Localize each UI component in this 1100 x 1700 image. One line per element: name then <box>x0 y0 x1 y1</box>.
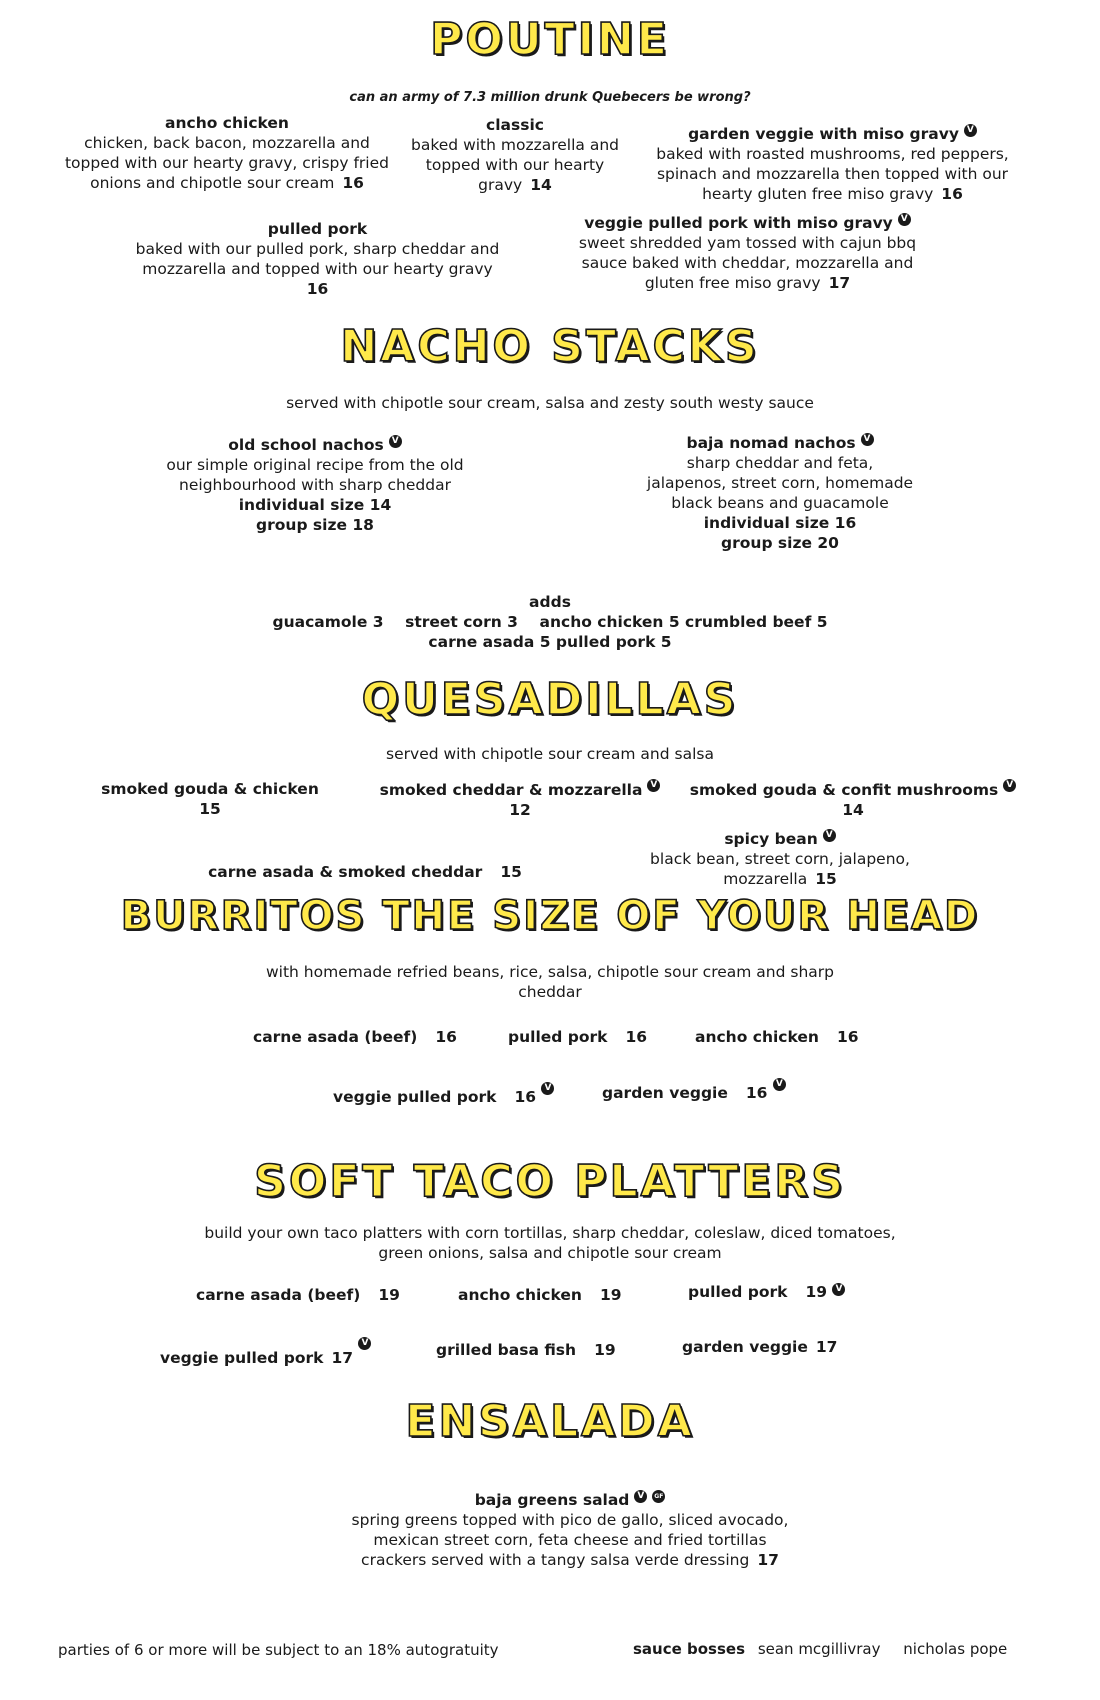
nachos-heading: NACHO STACKS <box>340 321 760 372</box>
item-price: 16 <box>745 1084 768 1102</box>
nachos-adds-label: adds <box>529 593 571 611</box>
credits-name-1: sean mcgillivray <box>757 1640 881 1658</box>
item-name: baja greens salad <box>474 1491 630 1509</box>
credits-label: sauce bosses <box>633 1640 746 1658</box>
item-name: old school nachos <box>228 436 384 454</box>
burritos-item-garden-veggie <box>602 1078 786 1103</box>
item-group-price: group size 20 <box>721 534 839 552</box>
item-price: 16 <box>435 1028 457 1046</box>
item-price: 16 <box>625 1028 648 1046</box>
item-name: garden veggie with miso gravy <box>688 125 959 143</box>
quesadillas-item-gouda-chicken <box>80 779 340 819</box>
vegetarian-icon: V <box>861 433 874 446</box>
item-price: 12 <box>509 801 531 819</box>
tacos-item-grilled-basa-fish <box>436 1340 616 1360</box>
tacos-subtitle: build your own taco platters with corn tortillas, sharp cheddar, coleslaw, diced tomatoes, green onions, salsa and chipotle sour cream <box>204 1224 896 1262</box>
item-name: ancho chicken <box>458 1286 582 1304</box>
item-price: 15 <box>199 800 221 818</box>
burritos-heading: BURRITOS THE SIZE OF YOUR HEAD <box>120 893 980 939</box>
item-individual-price: individual size 16 <box>703 514 857 532</box>
item-name: garden veggie <box>682 1338 808 1356</box>
credits-name-2: nicholas pope <box>903 1640 1008 1658</box>
item-name: grilled basa fish <box>436 1341 577 1359</box>
vegetarian-icon: V <box>823 829 836 842</box>
vegetarian-icon: V <box>389 435 402 448</box>
item-name: carne asada & smoked cheddar <box>208 863 483 881</box>
item-desc: black bean, street corn, jalapeno, mozzarella <box>650 850 910 888</box>
gluten-free-icon: GF <box>652 1490 665 1503</box>
item-name: ancho chicken <box>165 114 289 132</box>
item-desc: sharp cheddar and feta, jalapenos, street corn, homemade black beans and guacamole <box>646 454 914 512</box>
item-name: pulled pork <box>688 1283 788 1301</box>
nachos-item-baja-nomad <box>645 433 915 553</box>
vegetarian-icon: V <box>964 124 977 137</box>
item-group-price: group size 18 <box>256 516 374 534</box>
item-name: baja nomad nachos <box>686 434 856 452</box>
item-name: smoked gouda & chicken <box>101 780 319 798</box>
nachos-item-old-school <box>165 435 465 535</box>
item-price: 14 <box>530 176 552 194</box>
item-price: 17 <box>815 1338 838 1356</box>
item-price: 16 <box>941 185 963 203</box>
burritos-item-veggie-pulled-pork <box>333 1082 554 1107</box>
quesadillas-item-spicy-bean <box>640 829 920 889</box>
burritos-subtitle: with homemade refried beans, rice, salsa, chipotle sour cream and sharp cheddar <box>266 963 834 1001</box>
vegetarian-icon: V <box>358 1337 371 1350</box>
quesadillas-heading: QUESADILLAS <box>361 674 739 725</box>
nachos-adds-line-1: guacamole 3 street corn 3 ancho chicken 5 crumbled beef 5 <box>272 613 828 631</box>
tacos-heading: SOFT TACO PLATTERS <box>254 1156 846 1207</box>
quesadillas-item-gouda-mushrooms <box>688 771 1018 820</box>
quesadillas-item-cheddar-mozzarella <box>370 771 670 820</box>
burritos-item-carne-asada <box>253 1027 457 1047</box>
item-desc: baked with mozzarella and topped with our hearty gravy <box>411 136 619 194</box>
quesadillas-item-carne-asada <box>180 862 550 882</box>
tacos-item-ancho-chicken <box>458 1285 622 1305</box>
item-name: garden veggie <box>602 1084 728 1102</box>
item-price: 17 <box>331 1349 354 1367</box>
footer-autogratuity-note: parties of 6 or more will be subject to an 18% autogratuity <box>58 1641 499 1659</box>
poutine-item-garden-veggie <box>650 124 1015 204</box>
item-name: spicy bean <box>724 830 818 848</box>
poutine-tagline: can an army of 7.3 million drunk Quebecers be wrong? <box>349 90 751 105</box>
item-price: 16 <box>514 1088 537 1106</box>
item-price: 16 <box>836 1028 859 1046</box>
item-desc: spring greens topped with pico de gallo, sliced avocado, mexican street corn, feta cheese and fried tortillas crackers served with a tangy salsa verde dressing <box>351 1511 789 1569</box>
item-price: 19 <box>805 1283 828 1301</box>
item-name: veggie pulled pork with miso gravy <box>584 214 893 232</box>
tacos-item-carne-asada <box>196 1285 400 1305</box>
vegetarian-icon: V <box>634 1490 647 1503</box>
item-name: veggie pulled pork <box>333 1088 497 1106</box>
footer-credits <box>633 1639 1007 1659</box>
poutine-item-classic <box>410 115 620 195</box>
vegetarian-icon: V <box>541 1082 554 1095</box>
item-price: 19 <box>378 1286 400 1304</box>
item-price: 15 <box>500 863 522 881</box>
item-price: 17 <box>757 1551 779 1569</box>
nachos-adds-line-2: carne asada 5 pulled pork 5 <box>428 633 672 651</box>
item-name: pulled pork <box>508 1028 608 1046</box>
vegetarian-icon: V <box>647 779 660 792</box>
item-price: 17 <box>828 274 851 292</box>
item-price: 16 <box>342 174 364 192</box>
poutine-heading: POUTINE <box>430 14 670 65</box>
tacos-item-garden-veggie <box>682 1337 837 1357</box>
item-name: classic <box>486 116 544 134</box>
quesadillas-subtitle: served with chipotle sour cream and salsa <box>386 745 714 763</box>
item-name: pulled pork <box>267 220 368 238</box>
item-price: 19 <box>594 1341 616 1359</box>
poutine-item-veggie-pulled-pork <box>560 213 935 293</box>
tacos-item-pulled-pork <box>688 1282 845 1302</box>
item-name: carne asada (beef) <box>253 1028 418 1046</box>
burritos-item-pulled-pork <box>508 1027 647 1047</box>
poutine-item-pulled-pork <box>135 219 500 299</box>
item-desc: our simple original recipe from the old neighbourhood with sharp cheddar <box>166 456 464 494</box>
item-name: smoked gouda & confit mushrooms <box>689 781 999 799</box>
item-price: 16 <box>306 280 329 298</box>
item-desc: baked with our pulled pork, sharp cheddar and mozzarella and topped with our hearty gravy <box>135 240 500 278</box>
vegetarian-icon: V <box>832 1283 845 1296</box>
item-price: 14 <box>842 801 864 819</box>
burritos-item-ancho-chicken <box>695 1027 859 1047</box>
item-desc: baked with roasted mushrooms, red peppers, spinach and mozzarella then topped with our hearty gluten free miso gravy <box>656 145 1009 203</box>
item-price: 19 <box>599 1286 622 1304</box>
item-name: veggie pulled pork <box>160 1349 324 1367</box>
vegetarian-icon: V <box>773 1078 786 1091</box>
item-name: carne asada (beef) <box>196 1286 361 1304</box>
item-name: ancho chicken <box>695 1028 819 1046</box>
item-name: smoked cheddar & mozzarella <box>379 781 643 799</box>
item-individual-price: individual size 14 <box>238 496 392 514</box>
nachos-subtitle: served with chipotle sour cream, salsa and zesty south westy sauce <box>286 394 814 412</box>
tacos-item-veggie-pulled-pork <box>160 1337 371 1368</box>
item-price: 15 <box>815 870 837 888</box>
vegetarian-icon: V <box>898 213 911 226</box>
item-desc: chicken, back bacon, mozzarella and topped with our hearty gravy, crispy fried onions and chipotle sour cream <box>64 134 389 192</box>
item-desc: sweet shredded yam tossed with cajun bbq sauce baked with cheddar, mozzarella and gluten free miso gravy <box>578 234 917 292</box>
ensalada-heading: ENSALADA <box>405 1396 695 1447</box>
ensalada-item-baja-greens <box>350 1490 790 1570</box>
poutine-item-ancho-chicken <box>62 113 392 193</box>
vegetarian-icon: V <box>1003 779 1016 792</box>
